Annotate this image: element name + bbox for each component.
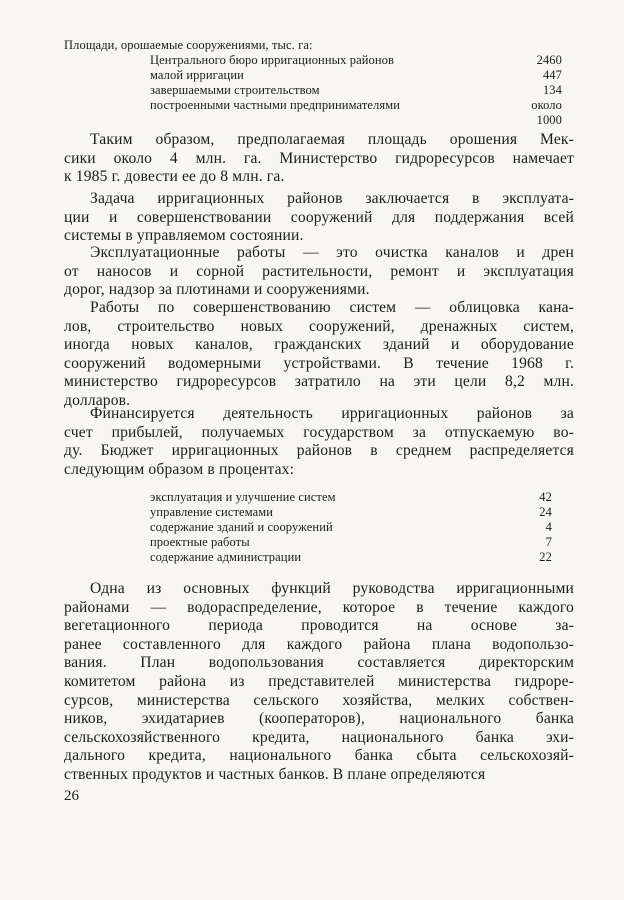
paragraph-line: долларов. <box>64 391 131 409</box>
page-number: 26 <box>64 788 79 804</box>
row-label: содержание администрации <box>150 550 302 564</box>
paragraph-line: ников, эхидатариев (кооператоров), национального банка <box>64 710 574 728</box>
paragraph-line: ственных продуктов и частных банков. В плане определяются <box>64 765 486 783</box>
paragraph-line: комитетом района из представителей министерства гидроре- <box>64 672 574 690</box>
paragraph-line: Работы по совершенствованию систем — облицовка кана- <box>90 299 574 316</box>
row-value: 447 <box>542 68 562 82</box>
row-label: управление системами <box>150 505 274 519</box>
row-label: Центрального бюро ирригационных районов <box>150 53 394 67</box>
table-row <box>150 520 552 535</box>
paragraph-line: ду. Бюджет ирригационных районов в среднем распределяется <box>64 442 574 460</box>
paragraph-5 <box>64 405 574 479</box>
paragraph-line: вегетационного периода проводится на основе за- <box>64 617 574 635</box>
row-value: 4 <box>545 520 552 534</box>
paragraph-line: дорог, надзор за плотинами и сооружениями. <box>64 281 370 299</box>
row-label: малой ирригации <box>150 68 244 82</box>
table-row <box>150 68 562 83</box>
row-value: 24 <box>539 505 552 519</box>
paragraph-line: дального кредита, национального банка сбыта сельскохозяй- <box>64 747 574 765</box>
table-row <box>150 490 552 505</box>
table-row <box>150 53 562 68</box>
paragraph-line: системы в управляемом состоянии. <box>64 227 304 245</box>
row-value: 134 <box>542 83 562 97</box>
paragraph-line: ранее составленного для каждого района плана водопользо- <box>64 635 574 653</box>
table-row <box>150 505 552 520</box>
paragraph-2 <box>64 190 574 246</box>
table-row <box>150 98 562 113</box>
paragraph-line: к 1985 г. довести ее до 8 млн. га. <box>64 168 285 186</box>
table-row <box>150 113 562 128</box>
paragraph-line: сельскохозяйственного кредита, национального банка эхи- <box>64 728 574 746</box>
row-label: эксплуатация и улучшение систем <box>150 490 336 504</box>
table-row <box>150 550 552 565</box>
paragraph-line: сооружений водомерными устройствами. В течение 1968 г. <box>64 354 574 372</box>
row-label: построенными частными предпринимателями <box>150 98 401 112</box>
paragraph-line: Эксплуатационные работы — это очистка каналов и дрен <box>90 244 574 261</box>
row-label: завершаемыми строительством <box>150 83 320 97</box>
intro-line: Площади, орошаемые сооружениями, тыс. га: <box>64 38 313 52</box>
paragraph-line: районами — водораспределение, которое в течение каждого <box>64 598 574 616</box>
paragraph-line: счет прибылей, получаемых государством за отпускаемую во- <box>64 423 574 441</box>
paragraph-line: Одна из основных функций руководства ирригационными <box>90 580 574 597</box>
paragraph-line: сики около 4 млн. га. Министерство гидроресурсов намечает <box>64 149 574 167</box>
paragraph-line: следующим образом в процентах: <box>64 460 295 478</box>
row-label: проектные работы <box>150 535 250 549</box>
paragraph-3 <box>64 244 574 300</box>
paragraph-line: иногда новых каналов, гражданских зданий и оборудование <box>64 336 574 354</box>
paragraph-line: сурсов, министерства сельского хозяйства, мелких собствен- <box>64 691 574 709</box>
row-value: около <box>531 98 562 112</box>
row-label: содержание зданий и сооружений <box>150 520 333 534</box>
row-value: 7 <box>545 535 552 549</box>
paragraph-line: министерство гидроресурсов затратило на эти цели 8,2 млн. <box>64 373 574 391</box>
paragraph-line: ции и совершенствовании сооружений для поддержания всей <box>64 208 574 226</box>
paragraph-4 <box>64 299 574 411</box>
budget-table <box>150 490 552 565</box>
paragraph-line: от наносов и сорной растительности, ремонт и эксплуатация <box>64 262 574 280</box>
paragraph-6 <box>64 580 574 785</box>
paragraph-line: Задача ирригационных районов заключается в эксплуата- <box>90 190 574 207</box>
table-row <box>150 83 562 98</box>
paragraph-1 <box>64 131 574 187</box>
row-value: 42 <box>539 490 552 504</box>
paragraph-line: вания. План водопользования составляется директорским <box>64 654 574 672</box>
paragraph-line: Таким образом, предполагаемая площадь орошения Мек- <box>90 131 574 148</box>
paragraph-line: Финансируется деятельность ирригационных районов за <box>90 405 574 422</box>
paragraph-line: лов, строительство новых сооружений, дренажных систем, <box>64 317 574 335</box>
row-value: 2460 <box>536 53 562 67</box>
area-table <box>150 53 562 128</box>
row-value-continued: 1000 <box>536 113 562 127</box>
row-value: 22 <box>539 550 552 564</box>
table-row <box>150 535 552 550</box>
